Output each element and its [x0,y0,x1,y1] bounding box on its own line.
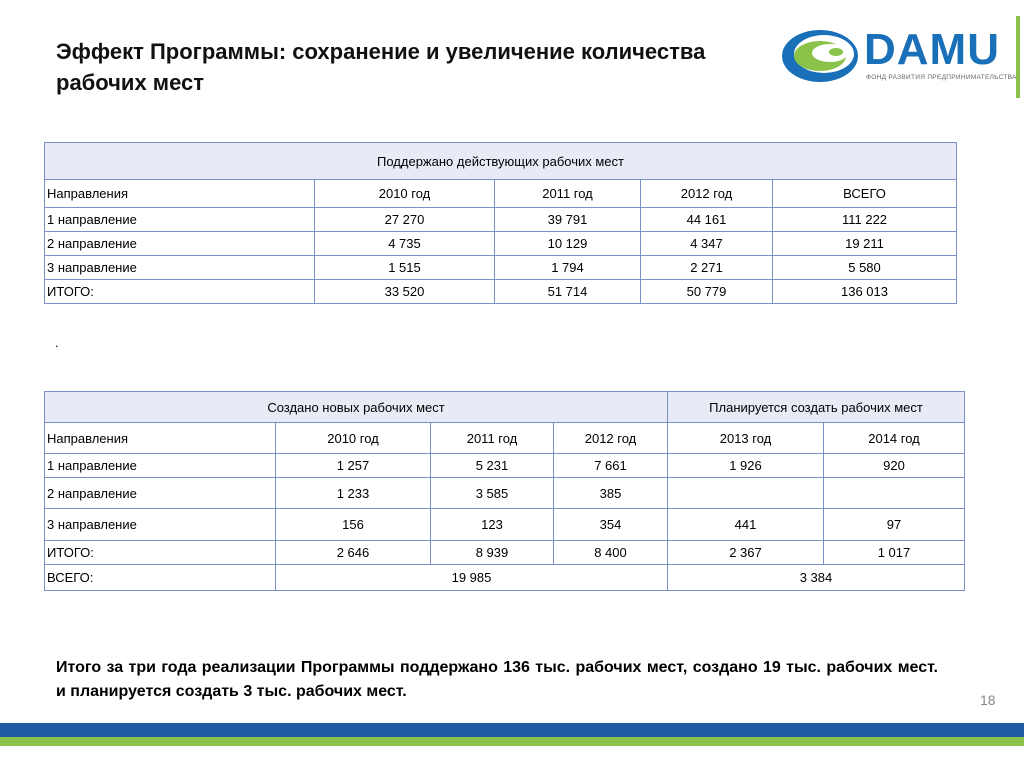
accent-bar [1016,16,1020,98]
table-row [45,541,965,565]
row-label: 1 направление [45,454,276,478]
cell: 1 515 [315,256,495,280]
cell: 50 779 [641,280,773,304]
table-row [45,509,965,541]
table1-header-direction: Направления [45,180,315,208]
cell: 1 233 [276,478,431,509]
logo-swirl-icon [780,22,860,88]
cell: 441 [668,509,824,541]
table1-header-total: ВСЕГО [773,180,957,208]
cell: 2 271 [641,256,773,280]
table-row [45,232,957,256]
cell: 2 367 [668,541,824,565]
table1-caption: Поддержано действующих рабочих мест [45,143,957,180]
table2-header-2010: 2010 год [276,423,431,454]
cell [824,478,965,509]
cell: 385 [554,478,668,509]
row-label: 3 направление [45,509,276,541]
cell [668,478,824,509]
cell: 44 161 [641,208,773,232]
cell: 51 714 [495,280,641,304]
cell: 1 257 [276,454,431,478]
cell: 19 211 [773,232,957,256]
total-created: 19 985 [276,565,668,591]
cell: 5 231 [431,454,554,478]
cell: 8 400 [554,541,668,565]
summary-text: Итого за три года реализации Программы поддержано 136 тыс. рабочих мест, создано 19 тыс. рабочих мест. и планируется создать 3 тыс. рабочих мест. [56,659,938,700]
cell: 111 222 [773,208,957,232]
table-row [45,280,957,304]
row-label: ВСЕГО: [45,565,276,591]
damu-logo [780,22,1017,88]
cell: 920 [824,454,965,478]
table2-header-2013: 2013 год [668,423,824,454]
row-label: ИТОГО: [45,280,315,304]
page-number: 18 [980,692,996,708]
footer-stripe-green [0,737,1024,746]
table1-header-2011: 2011 год [495,180,641,208]
cell: 156 [276,509,431,541]
slide-title: Эффект Программы: сохранение и увеличение количества рабочих мест [56,39,706,95]
row-label: 2 направление [45,232,315,256]
cell: 354 [554,509,668,541]
table2-header-2011: 2011 год [431,423,554,454]
supported-jobs-table [44,142,957,304]
cell: 136 013 [773,280,957,304]
table1-header-2010: 2010 год [315,180,495,208]
table2-header-direction: Направления [45,423,276,454]
cell: 5 580 [773,256,957,280]
footer-stripe-blue [0,723,1024,737]
cell: 27 270 [315,208,495,232]
table-row [45,256,957,280]
created-jobs-table [44,391,965,591]
table-row [45,565,965,591]
table2-caption-planned: Планируется создать рабочих мест [668,392,965,423]
row-label: 3 направление [45,256,315,280]
table2-header-2012: 2012 год [554,423,668,454]
row-label: 1 направление [45,208,315,232]
table-row [45,478,965,509]
cell: 8 939 [431,541,554,565]
cell: 1 017 [824,541,965,565]
cell: 4 735 [315,232,495,256]
cell: 97 [824,509,965,541]
table2-header-2014: 2014 год [824,423,965,454]
cell: 3 585 [431,478,554,509]
cell: 1 926 [668,454,824,478]
cell: 1 794 [495,256,641,280]
row-label: 2 направление [45,478,276,509]
cell: 10 129 [495,232,641,256]
table-row [45,208,957,232]
logo-subtitle: ФОНД РАЗВИТИЯ ПРЕДПРИНИМАТЕЛЬСТВА [866,74,1017,81]
row-label: ИТОГО: [45,541,276,565]
logo-wordmark: DAMU [864,25,1000,74]
cell: 39 791 [495,208,641,232]
cell: 123 [431,509,554,541]
cell: 7 661 [554,454,668,478]
total-planned: 3 384 [668,565,965,591]
table-row [45,454,965,478]
table1-header-2012: 2012 год [641,180,773,208]
cell: 2 646 [276,541,431,565]
table2-caption-created: Создано новых рабочих мест [45,392,668,423]
cell: 33 520 [315,280,495,304]
stray-dot: . [55,335,59,350]
cell: 4 347 [641,232,773,256]
